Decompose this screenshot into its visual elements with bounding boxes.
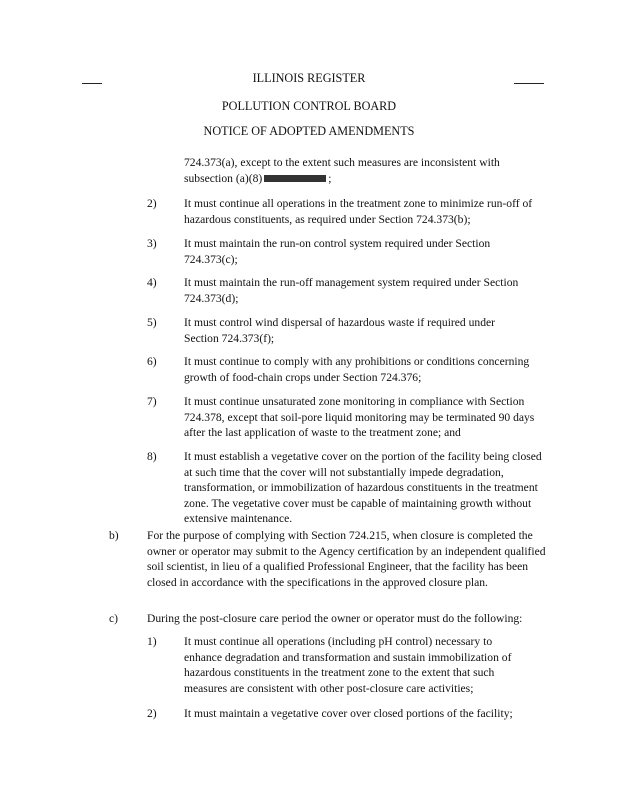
subsection-c-label: c)	[109, 612, 119, 625]
item-6-label: 6)	[147, 355, 157, 368]
continuation-text-b: ;	[328, 171, 332, 185]
register-title: ILLINOIS REGISTER	[252, 71, 366, 85]
item-5-text: It must control wind dispersal of hazardous waste if required under Section 724.373(f);	[184, 316, 496, 345]
item-7-text: It must continue unsaturated zone monitoring in compliance with Section 724.378, except that soil-pore liquid monitoring may be terminated 90 days after the last application of waste to the treatment zone; and	[184, 395, 535, 439]
item-7-label: 7)	[147, 395, 157, 408]
item-3-label: 3)	[147, 237, 157, 250]
item-c2-text: It must maintain a vegetative cover over closed portions of the facility;	[184, 707, 513, 720]
item-5-label: 5)	[147, 316, 157, 329]
continuation-text-a: 724.373(a), except to the extent such measures are inconsistent with subsection (a)(8)	[184, 156, 500, 185]
board-title: POLLUTION CONTROL BOARD	[221, 99, 397, 113]
item-8-label: 8)	[147, 450, 157, 463]
subsection-c-text: During the post-closure care period the owner or operator must do the following:	[147, 612, 523, 625]
item-2-label: 2)	[147, 197, 157, 210]
item-4-text: It must maintain the run-off management system required under Section 724.373(d);	[184, 276, 519, 305]
item-3-text: It must maintain the run-on control system required under Section 724.373(c);	[184, 237, 491, 266]
item-4-label: 4)	[147, 276, 157, 289]
item-c1-text: It must continue all operations (including pH control) necessary to enhance degradation and transformation and sustain immobilization of hazardous constituents in the treatment zone to the extent that such measures are consistent with other post-closure care activities;	[184, 635, 512, 695]
continuation-text	[184, 155, 534, 186]
item-c2-label: 2)	[147, 707, 157, 720]
item-c1-label: 1)	[147, 635, 157, 648]
subsection-b-text: For the purpose of complying with Section 724.215, when closure is completed the owner or operator may submit to the Agency certification by an independent qualified soil scientist, in lieu of a qualified Professional Engineer, that the facility has been closed in accordance with the specifications in the approved closure plan.	[147, 529, 546, 589]
item-8-text: It must establish a vegetative cover on the portion of the facility being closed at such time that the cover will not substantially impede degradation, transformation, or immobilization of hazardous constituents in the treatment zone. The vegetative cover must be capable of maintaining growth without extensive maintenance.	[184, 450, 542, 525]
redaction-mark	[264, 175, 326, 182]
subsection-b-label: b)	[109, 529, 119, 542]
notice-title: NOTICE OF ADOPTED AMENDMENTS	[203, 124, 415, 138]
item-2-text: It must continue all operations in the treatment zone to minimize run-off of hazardous constituents, as required under Section 724.373(b);	[184, 197, 533, 226]
item-6-text: It must continue to comply with any prohibitions or conditions concerning growth of food-chain crops under Section 724.376;	[184, 355, 530, 384]
